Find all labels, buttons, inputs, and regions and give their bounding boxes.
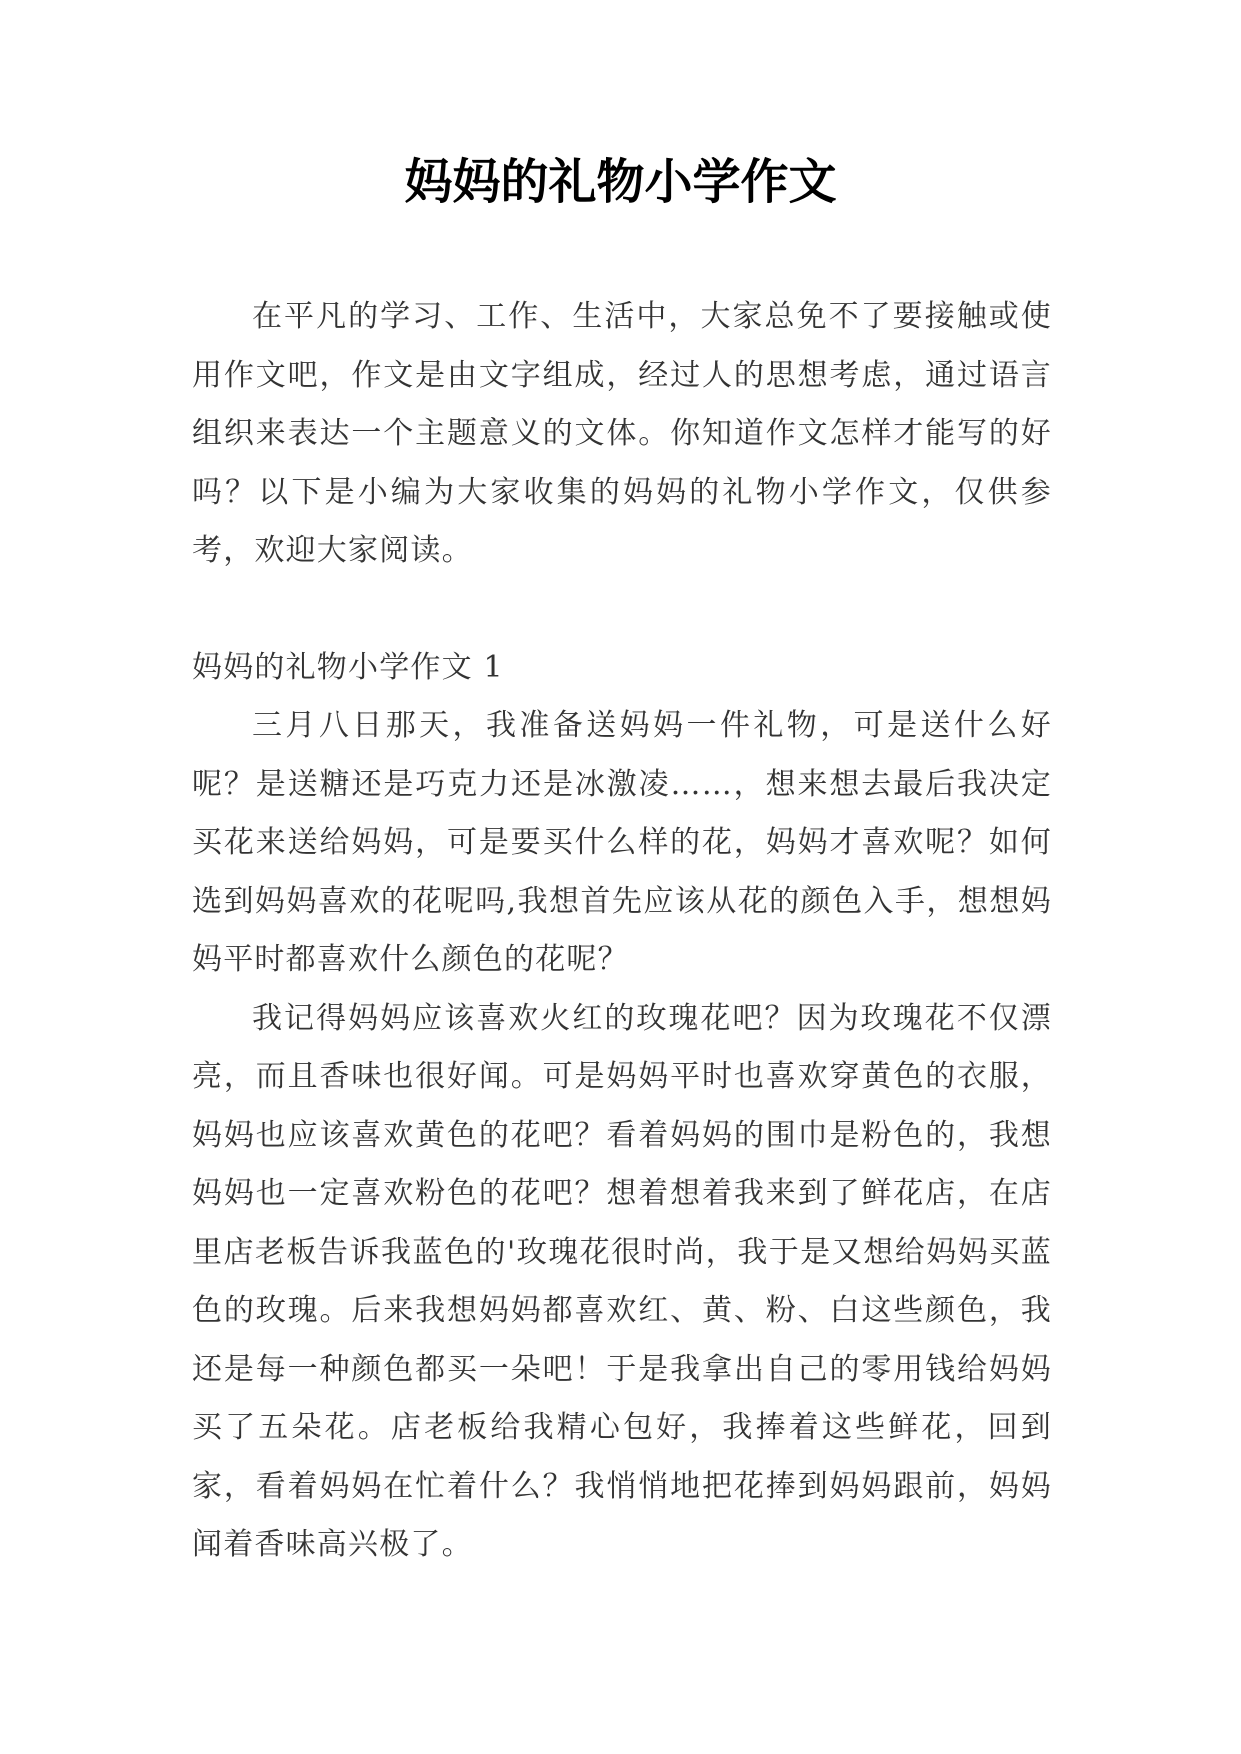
intro-paragraph: 在平凡的学习、工作、生活中，大家总免不了要接触或使用作文吧，作文是由文字组成，经过人的思想考虑，通过语言组织来表达一个主题意义的文体。你知道作文怎样才能写的好吗？以下是小编为大家收集的妈妈的礼物小学作文，仅供参考，欢迎大家阅读。 (192, 299, 1052, 568)
section-heading: 妈妈的礼物小学作文 1 (192, 649, 504, 685)
body-paragraph-2: 我记得妈妈应该喜欢火红的玫瑰花吧？因为玫瑰花不仅漂亮，而且香味也很好闻。可是妈妈平时也喜欢穿黄色的衣服，妈妈也应该喜欢黄色的花吧？看着妈妈的围巾是粉色的，我想妈妈也一定喜欢粉色的花吧？想着想着我来到了鲜花店，在店里店老板告诉我蓝色的'玫瑰花很时尚，我于是又想给妈妈买蓝色的玫瑰。后来我想妈妈都喜欢红、黄、粉、白这些颜色，我还是每一种颜色都买一朵吧！于是我拿出自己的零用钱给妈妈买了五朵花。店老板给我精心包好，我捧着这些鲜花，回到家，看着妈妈在忙着什么？我悄悄地把花捧到妈妈跟前，妈妈闻着香味高兴极了。 (192, 1000, 1052, 1562)
document-body (192, 288, 1052, 1575)
body-paragraph-1: 三月八日那天，我准备送妈妈一件礼物，可是送什么好呢？是送糖还是巧克力还是冰激凌……，想来想去最后我决定买花来送给妈妈，可是要买什么样的花，妈妈才喜欢呢？如何选到妈妈喜欢的花呢吗,我想首先应该从花的颜色入手，想想妈妈平时都喜欢什么颜色的花呢？ (192, 708, 1052, 977)
document-title: 妈妈的礼物小学作文 (404, 154, 837, 210)
